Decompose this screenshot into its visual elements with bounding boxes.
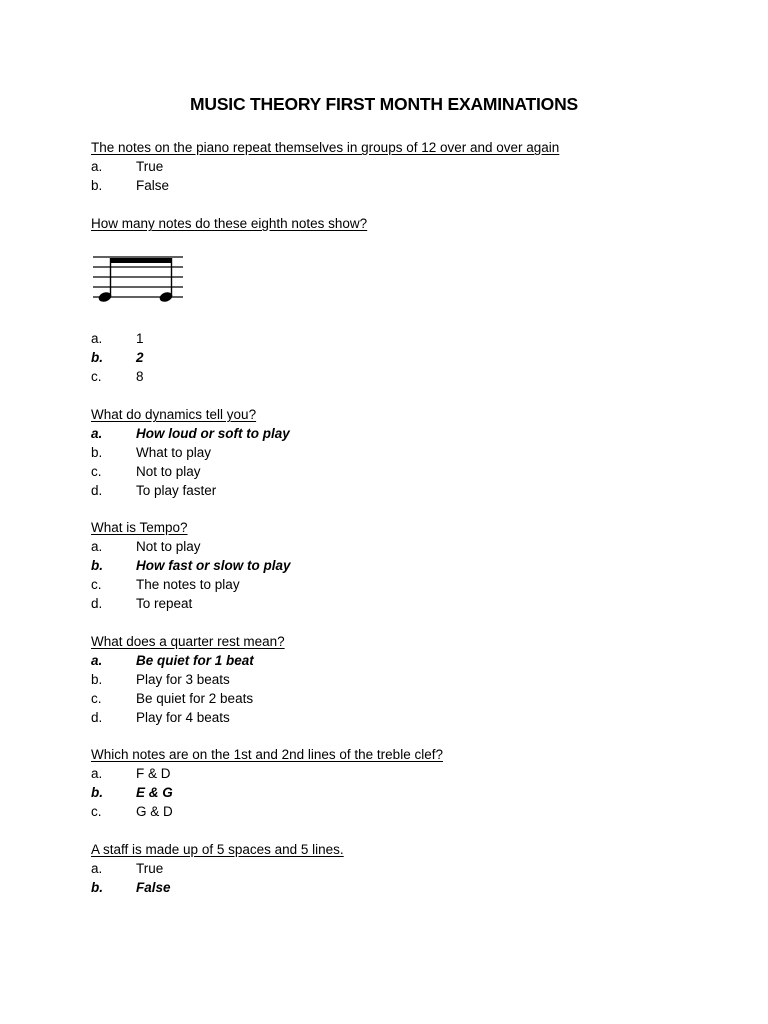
option-a [91,859,344,878]
option-a [91,764,443,783]
option-text: To repeat [136,596,193,611]
option-text: To play faster [136,483,217,498]
question-2-options [91,329,144,386]
option-text: False [136,178,170,193]
option-a [91,329,144,348]
option-a [91,537,291,556]
option-text: How loud or soft to play [136,426,290,441]
question-text: The notes on the piano repeat themselves in groups of 12 over and over again [91,140,560,155]
option-letter: a. [91,861,103,876]
option-letter: b. [91,178,103,193]
option-text: 1 [136,331,144,346]
question-text: What is Tempo? [91,520,188,535]
option-c [91,462,290,481]
option-letter: a. [91,766,103,781]
option-text: How fast or slow to play [136,558,291,573]
option-text: F & D [136,766,171,781]
option-text: 8 [136,369,144,384]
option-text: The notes to play [136,577,240,592]
option-letter: c. [91,804,102,819]
question-text: What do dynamics tell you? [91,407,257,422]
option-letter: a. [91,331,103,346]
option-text: Not to play [136,464,201,479]
question-text: Which notes are on the 1st and 2nd lines of the treble clef? [91,747,443,762]
option-text: Play for 4 beats [136,710,230,725]
option-b [91,670,285,689]
option-letter: b. [91,785,103,800]
option-letter: c. [91,369,102,384]
option-letter: d. [91,710,103,725]
question-text: How many notes do these eighth notes show? [91,216,368,231]
question-text: What does a quarter rest mean? [91,634,285,649]
option-letter: a. [91,159,103,174]
option-text: Not to play [136,539,201,554]
option-letter: b. [91,445,103,460]
option-letter: c. [91,577,102,592]
option-letter: a. [91,426,103,441]
option-text: False [136,880,171,895]
option-text: 2 [136,350,144,365]
option-text: True [136,159,164,174]
option-text: True [136,861,164,876]
question-2 [91,214,367,233]
beam [110,258,172,263]
question-5 [91,632,285,727]
option-c [91,575,291,594]
question-1 [91,138,559,195]
option-letter: b. [91,672,103,687]
option-letter: c. [91,464,102,479]
option-b-correct [91,348,144,367]
option-a-correct [91,424,290,443]
page-title: MUSIC THEORY FIRST MONTH EXAMINATIONS [190,94,578,114]
question-text: A staff is made up of 5 spaces and 5 lines. [91,842,344,857]
option-letter: b. [91,350,103,365]
option-letter: c. [91,691,102,706]
option-text: Be quiet for 1 beat [136,653,254,668]
option-letter: b. [91,880,103,895]
option-letter: a. [91,653,103,668]
option-b [91,176,559,195]
option-d [91,594,291,613]
option-text: Play for 3 beats [136,672,230,687]
option-text: G & D [136,804,173,819]
option-c [91,802,443,821]
option-a-correct [91,651,285,670]
option-b-correct [91,783,443,802]
option-text: E & G [136,785,173,800]
question-7 [91,840,344,897]
option-letter: b. [91,558,103,573]
option-b-correct [91,878,344,897]
option-d [91,708,285,727]
question-4 [91,518,291,613]
option-letter: d. [91,483,103,498]
option-letter: d. [91,596,103,611]
option-c [91,367,144,386]
option-b-correct [91,556,291,575]
option-b [91,443,290,462]
option-text: What to play [136,445,212,460]
option-c [91,689,285,708]
question-3 [91,405,290,500]
option-letter: a. [91,539,103,554]
option-d [91,481,290,500]
option-a [91,157,559,176]
eighth-notes-staff-image [91,252,185,304]
option-text: Be quiet for 2 beats [136,691,254,706]
question-6 [91,745,443,821]
